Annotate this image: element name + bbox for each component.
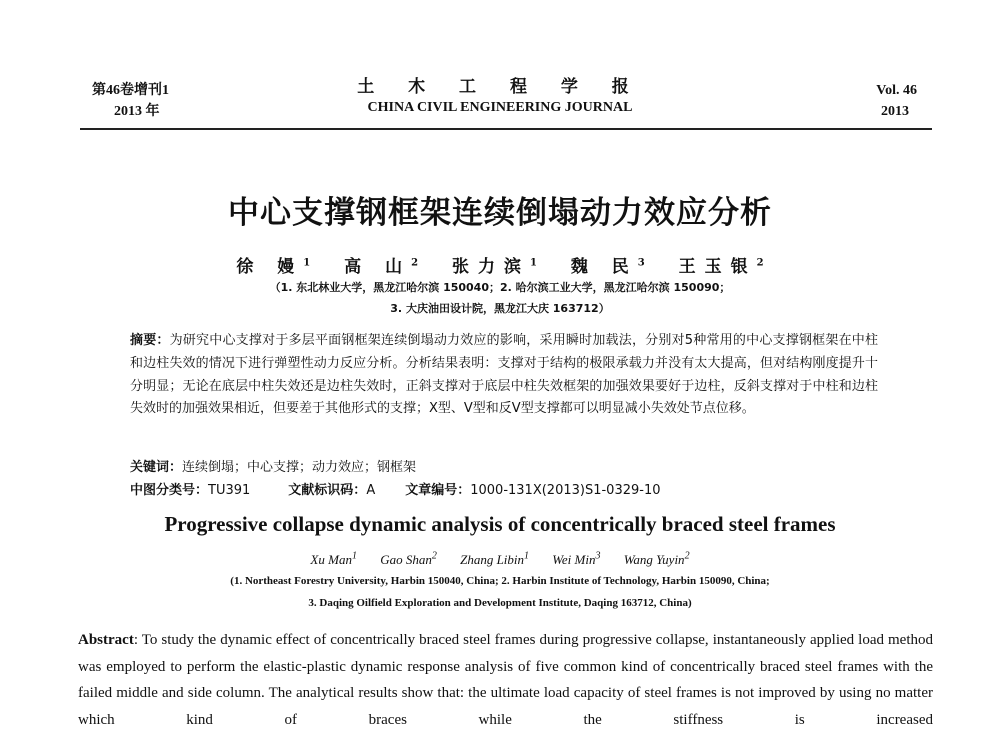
author-en: Gao Shan$^2$ <box>380 551 437 568</box>
year-en: 2013 <box>881 104 909 119</box>
title-cn: 中心支撑钢框架连续倒塌动力效应分析 <box>228 195 772 231</box>
title-en: Progressive collapse dynamic analysis of concentrically braced steel frames <box>164 512 836 536</box>
author-cn: 徐 嫚$^1$ <box>236 257 311 277</box>
year-cn: 2013 年 <box>114 104 160 119</box>
header-right <box>780 80 917 122</box>
abstract-en-text: : To study the dynamic effect of concentrically braced steel frames during progressive collapse, instantaneously applied load method was employed to perform the elastic-plastic dynamic response analysis of five common kind of concentrically braced steel frames with the failed middle and side column. The analytical results show that: the ultimate load capacity of steel frames is not improved by using no matter which kind of braces while the stiffness is increased <box>78 632 933 728</box>
doc-code-label: 文献标识码： <box>288 483 367 498</box>
abstract-cn-text: 为研究中心支撑对于多层平面钢框架连续倒塌动力效应的影响，采用瞬时加载法，分别对5种常用的中心支撑钢框架在中柱和边柱失效的情况下进行弹塑性动力反应分析。分析结果表明：支撑对于结构的极限承载力并没有太大提高，但对结构刚度提升十分明显；无论在底层中柱失效还是边柱失效时，正斜支撑对于底层中柱失效框架的加强效果要好于边柱，反斜支撑对于中柱和边柱失效时的加强效果相近，但要差于其他形式的支撑；X型、V型和反V型支撑都可以明显减小失效处节点位移。 <box>130 333 878 417</box>
authors-cn <box>0 252 1000 277</box>
affiliation-en-line-1: (1. Northeast Forestry University, Harbin 150040, China; 2. Harbin Institute of Technology, Harbin 150090, China; <box>230 575 770 587</box>
author-cn: 高 山$^2$ <box>344 257 419 277</box>
volume-en: Vol. 46 <box>876 83 917 98</box>
affiliation-en-line-2: 3. Daqing Oilfield Exploration and Development Institute, Daqing 163712, China) <box>308 597 692 609</box>
journal-name-en: CHINA CIVIL ENGINEERING JOURNAL <box>367 100 633 115</box>
header-center <box>330 76 670 118</box>
affiliation-cn-line-2: 3. 大庆油田设计院，黑龙江大庆 163712） <box>390 302 610 315</box>
abstract-cn <box>130 330 878 421</box>
author-en: Wang Yuyin$^2$ <box>623 551 690 568</box>
author-cn: 魏 民$^3$ <box>570 257 645 277</box>
author-cn: 张力滨$^1$ <box>451 257 537 277</box>
authors-en <box>0 551 1000 568</box>
header-rule <box>80 128 932 130</box>
abstract-en <box>78 627 933 733</box>
journal-name-cn: 土 木 工 程 学 报 <box>357 77 643 97</box>
clc-value: TU391 <box>208 483 251 498</box>
author-en: Zhang Libin$^1$ <box>460 551 530 568</box>
author-en: Xu Man$^1$ <box>310 551 357 568</box>
doc-code-value: A <box>366 483 376 498</box>
keywords-cn <box>130 456 878 475</box>
affiliation-cn-line-1: （1. 东北林业大学，黑龙江哈尔滨 150040；2. 哈尔滨工业大学，黑龙江哈尔滨 150090； <box>269 281 731 294</box>
author-en: Wei Min$^3$ <box>552 551 601 568</box>
keywords-cn-label: 关键词： <box>130 460 183 475</box>
clc-label: 中图分类号： <box>130 483 209 498</box>
abstract-en-label: Abstract <box>78 632 134 648</box>
article-no-label: 文章编号： <box>405 483 471 498</box>
header-left <box>92 80 252 122</box>
article-no-value: 1000-131X(2013)S1-0329-10 <box>470 483 661 498</box>
classification-line <box>130 479 878 498</box>
volume-cn: 第46卷增刊1 <box>92 83 169 98</box>
abstract-cn-label: 摘要： <box>130 333 170 348</box>
author-cn: 王玉银$^2$ <box>678 257 764 277</box>
keywords-cn-text: 连续倒塌；中心支撑；动力效应；钢框架 <box>182 460 417 475</box>
